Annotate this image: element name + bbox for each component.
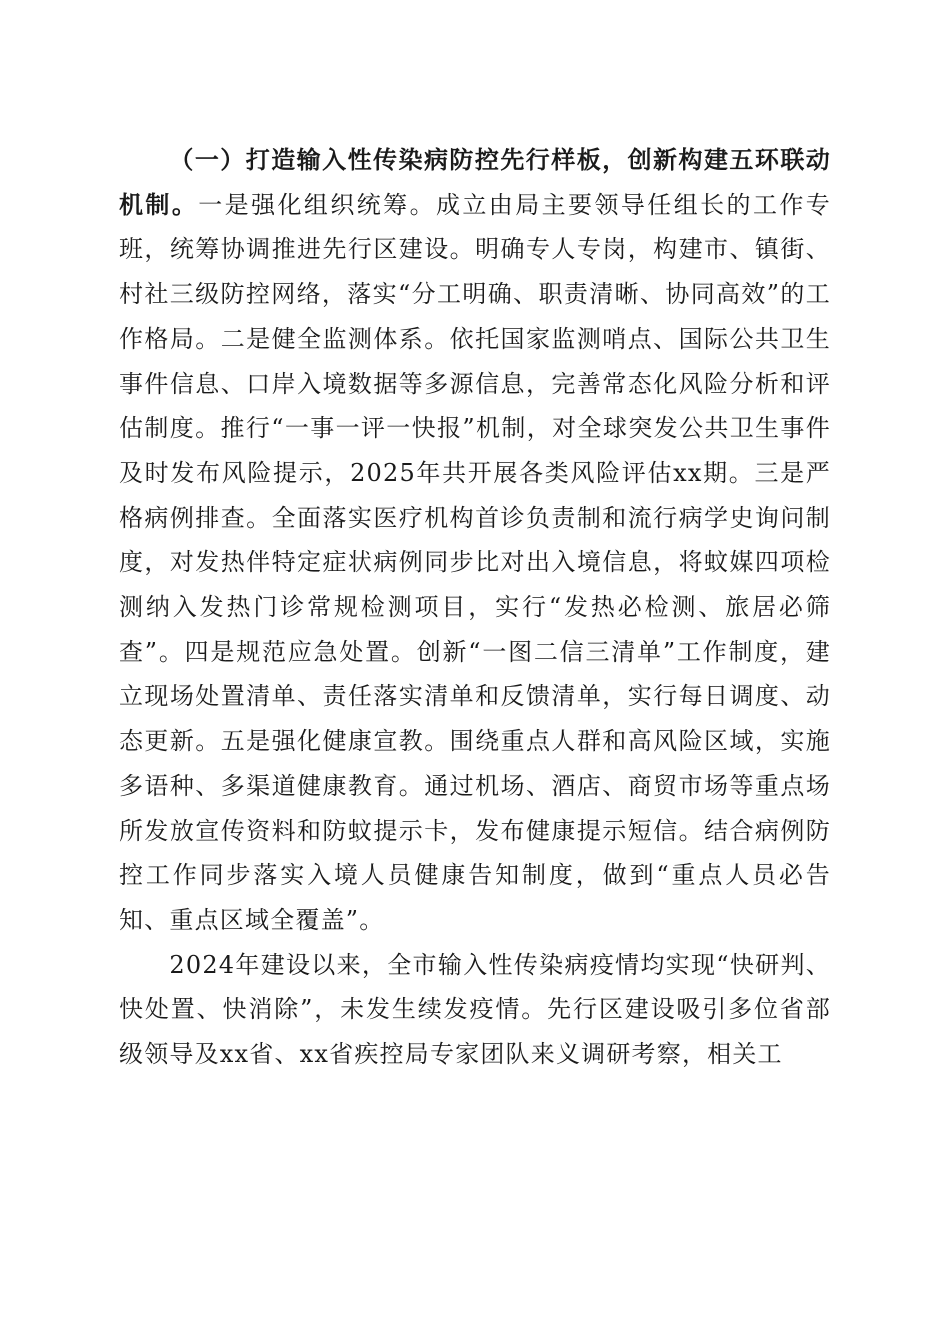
document-body	[119, 138, 831, 1077]
paragraph-1-body: 一是强化组织统筹。成立由局主要领导任组长的工作专班，统筹协调推进先行区建设。明确专人专岗，构建市、镇街、村社三级防控网络，落实“分工明确、职责清晰、协同高效”的工作格局。二是健全监测体系。依托国家监测哨点、国际公共卫生事件信息、口岸入境数据等多源信息，完善常态化风险分析和评估制度。推行“一事一评一快报”机制，对全球突发公共卫生事件及时发布风险提示，2025年共开展各类风险评估xx期。三是严格病例排查。全面落实医疗机构首诊负责制和流行病学史询问制度，对发热伴特定症状病例同步比对出入境信息，将蚊媒四项检测纳入发热门诊常规检测项目，实行“发热必检测、旅居必筛查”。四是规范应急处置。创新“一图二信三清单”工作制度，建立现场处置清单、责任落实清单和反馈清单，实行每日调度、动态更新。五是强化健康宣教。围绕重点人群和高风险区域，实施多语种、多渠道健康教育。通过机场、酒店、商贸市场等重点场所发放宣传资料和防蚊提示卡，发布健康提示短信。结合病例防控工作同步落实入境人员健康告知制度，做到“重点人员必告知、重点区域全覆盖”。	[119, 190, 831, 934]
paragraph-2: 2024年建设以来，全市输入性传染病疫情均实现“快研判、快处置、快消除”，未发生续发疫情。先行区建设吸引多位省部级领导及xx省、xx省疾控局专家团队来义调研考察，相关工	[119, 950, 831, 1069]
paragraph-1	[119, 138, 831, 943]
section-heading: （一）打造输入性传染病防控先行样板，创新构建五环联动机制。	[119, 145, 831, 219]
